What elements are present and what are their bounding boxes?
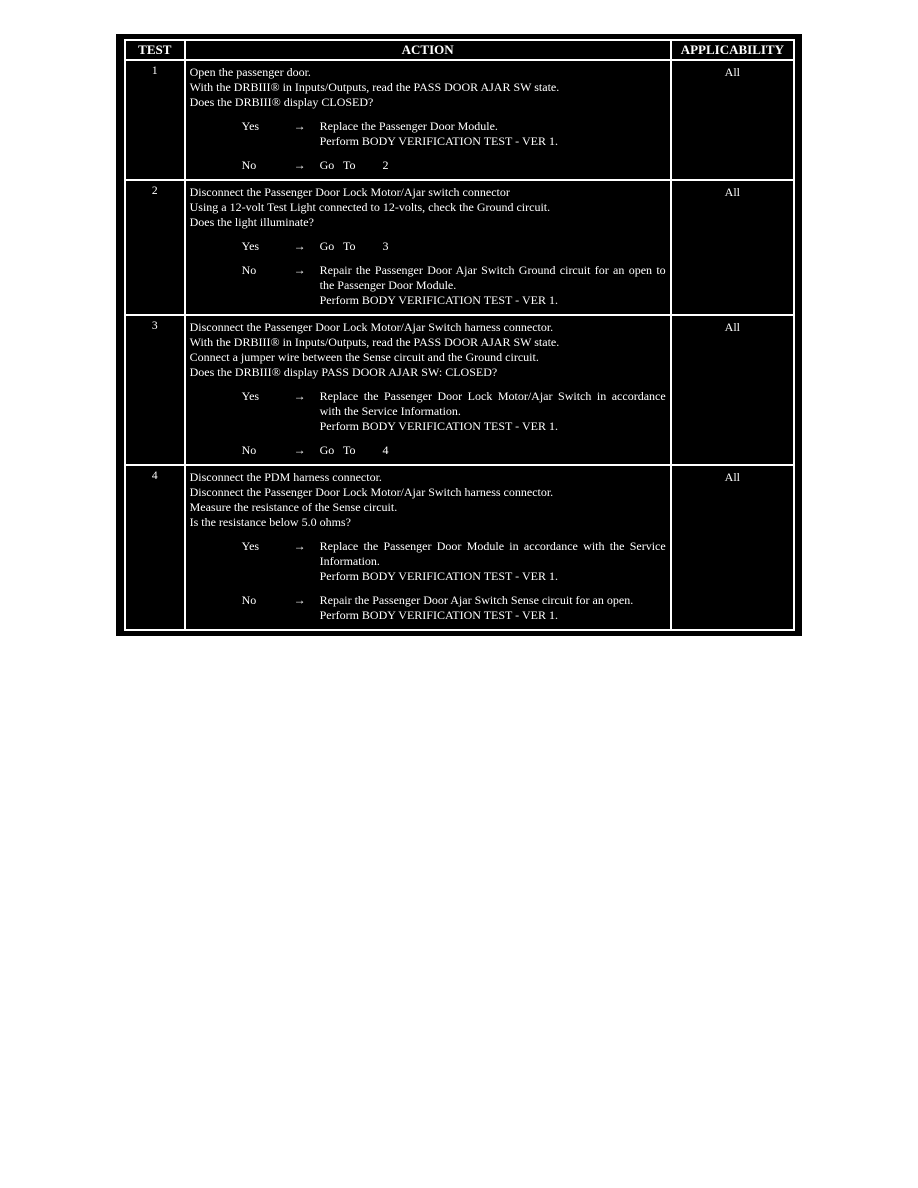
outcome-label: No bbox=[241, 593, 257, 607]
outcome-body bbox=[320, 239, 666, 254]
outcome-no bbox=[190, 593, 666, 623]
outcome-line: Go To 2 bbox=[319, 158, 389, 172]
action-cell bbox=[185, 315, 671, 465]
test-number: 4 bbox=[125, 465, 185, 630]
arrow-icon: → bbox=[293, 593, 306, 607]
table-row bbox=[125, 60, 794, 180]
applicability-value: All bbox=[671, 315, 794, 465]
instruction-line: Does the light illuminate? bbox=[189, 215, 314, 229]
outcome-label: Yes bbox=[241, 539, 260, 553]
arrow-icon: → bbox=[293, 443, 306, 457]
test-number: 3 bbox=[125, 315, 185, 465]
outcome-line: Go To 3 bbox=[319, 239, 389, 253]
outcome-line: Perform BODY VERIFICATION TEST - VER 1. bbox=[319, 569, 558, 583]
test-number: 2 bbox=[125, 180, 185, 315]
outcome-label: No bbox=[241, 443, 257, 457]
diagnostic-test-table bbox=[124, 39, 795, 631]
instruction-line: Does the DRBIII® display CLOSED? bbox=[189, 95, 374, 109]
outcome-yes bbox=[190, 539, 666, 584]
action-cell bbox=[185, 60, 671, 180]
header-applicability: APPLICABILITY bbox=[671, 40, 794, 60]
outcome-label: Yes bbox=[241, 239, 260, 253]
arrow-icon: → bbox=[293, 539, 306, 553]
table-body bbox=[125, 60, 794, 630]
table-row bbox=[125, 315, 794, 465]
test-number: 1 bbox=[125, 60, 185, 180]
instruction-line: Using a 12-volt Test Light connected to 12-volts, check the Ground circuit. bbox=[189, 200, 551, 214]
outcome-label: No bbox=[241, 158, 257, 172]
instruction-line: Measure the resistance of the Sense circuit. bbox=[189, 500, 398, 514]
action-cell bbox=[185, 465, 671, 630]
arrow-icon: → bbox=[293, 263, 306, 277]
instruction-line: Disconnect the Passenger Door Lock Motor/Ajar switch connector bbox=[189, 185, 510, 199]
outcome-line: Repair the Passenger Door Ajar Switch Ground circuit for an open to the Passenger Door Module. bbox=[319, 263, 666, 292]
outcome-line: Replace the Passenger Door Module in accordance with the Service Information. bbox=[319, 539, 666, 568]
table-row bbox=[125, 465, 794, 630]
arrow-icon: → bbox=[293, 119, 306, 133]
outcome-line: Go To 4 bbox=[319, 443, 389, 457]
outcome-line: Perform BODY VERIFICATION TEST - VER 1. bbox=[319, 608, 558, 622]
instruction-line: Disconnect the PDM harness connector. bbox=[189, 470, 382, 484]
instruction-line: With the DRBIII® in Inputs/Outputs, read the PASS DOOR AJAR SW state. bbox=[189, 335, 560, 349]
outcome-no bbox=[190, 263, 666, 308]
arrow-icon: → bbox=[293, 389, 306, 403]
applicability-value: All bbox=[671, 60, 794, 180]
diagnostic-test-panel bbox=[116, 34, 802, 636]
outcome-line: Perform BODY VERIFICATION TEST - VER 1. bbox=[319, 134, 558, 148]
header-action: ACTION bbox=[185, 40, 671, 60]
instruction-line: Connect a jumper wire between the Sense circuit and the Ground circuit. bbox=[189, 350, 539, 364]
instruction-line: Open the passenger door. bbox=[189, 65, 311, 79]
instruction-line: Does the DRBIII® display PASS DOOR AJAR SW: CLOSED? bbox=[189, 365, 498, 379]
outcome-no bbox=[190, 443, 666, 458]
outcome-yes bbox=[190, 239, 666, 254]
outcome-label: No bbox=[241, 263, 257, 277]
action-cell bbox=[185, 180, 671, 315]
instruction-line: Disconnect the Passenger Door Lock Motor/Ajar Switch harness connector. bbox=[189, 320, 554, 334]
outcome-body bbox=[320, 158, 666, 173]
outcome-no bbox=[190, 158, 666, 173]
outcome-yes bbox=[190, 389, 666, 434]
outcome-body bbox=[320, 539, 666, 584]
table-header-row bbox=[125, 40, 794, 60]
outcome-body bbox=[320, 263, 666, 308]
outcome-yes bbox=[190, 119, 666, 149]
applicability-value: All bbox=[671, 465, 794, 630]
instruction-line: Is the resistance below 5.0 ohms? bbox=[189, 515, 351, 529]
outcome-body bbox=[320, 389, 666, 434]
outcome-line: Replace the Passenger Door Lock Motor/Ajar Switch in accordance with the Service Information. bbox=[319, 389, 666, 418]
outcome-body bbox=[320, 593, 666, 623]
table-row bbox=[125, 180, 794, 315]
header-test: TEST bbox=[125, 40, 185, 60]
outcome-line: Perform BODY VERIFICATION TEST - VER 1. bbox=[319, 293, 558, 307]
outcome-label: Yes bbox=[241, 389, 260, 403]
outcome-line: Replace the Passenger Door Module. bbox=[319, 119, 498, 133]
outcome-line: Perform BODY VERIFICATION TEST - VER 1. bbox=[319, 419, 558, 433]
outcome-body bbox=[320, 119, 666, 149]
outcome-label: Yes bbox=[241, 119, 260, 133]
outcome-body bbox=[320, 443, 666, 458]
instruction-line: Disconnect the Passenger Door Lock Motor/Ajar Switch harness connector. bbox=[189, 485, 554, 499]
outcome-line: Repair the Passenger Door Ajar Switch Sense circuit for an open. bbox=[319, 593, 634, 607]
arrow-icon: → bbox=[293, 239, 306, 253]
instruction-line: With the DRBIII® in Inputs/Outputs, read the PASS DOOR AJAR SW state. bbox=[189, 80, 560, 94]
applicability-value: All bbox=[671, 180, 794, 315]
arrow-icon: → bbox=[293, 158, 306, 172]
